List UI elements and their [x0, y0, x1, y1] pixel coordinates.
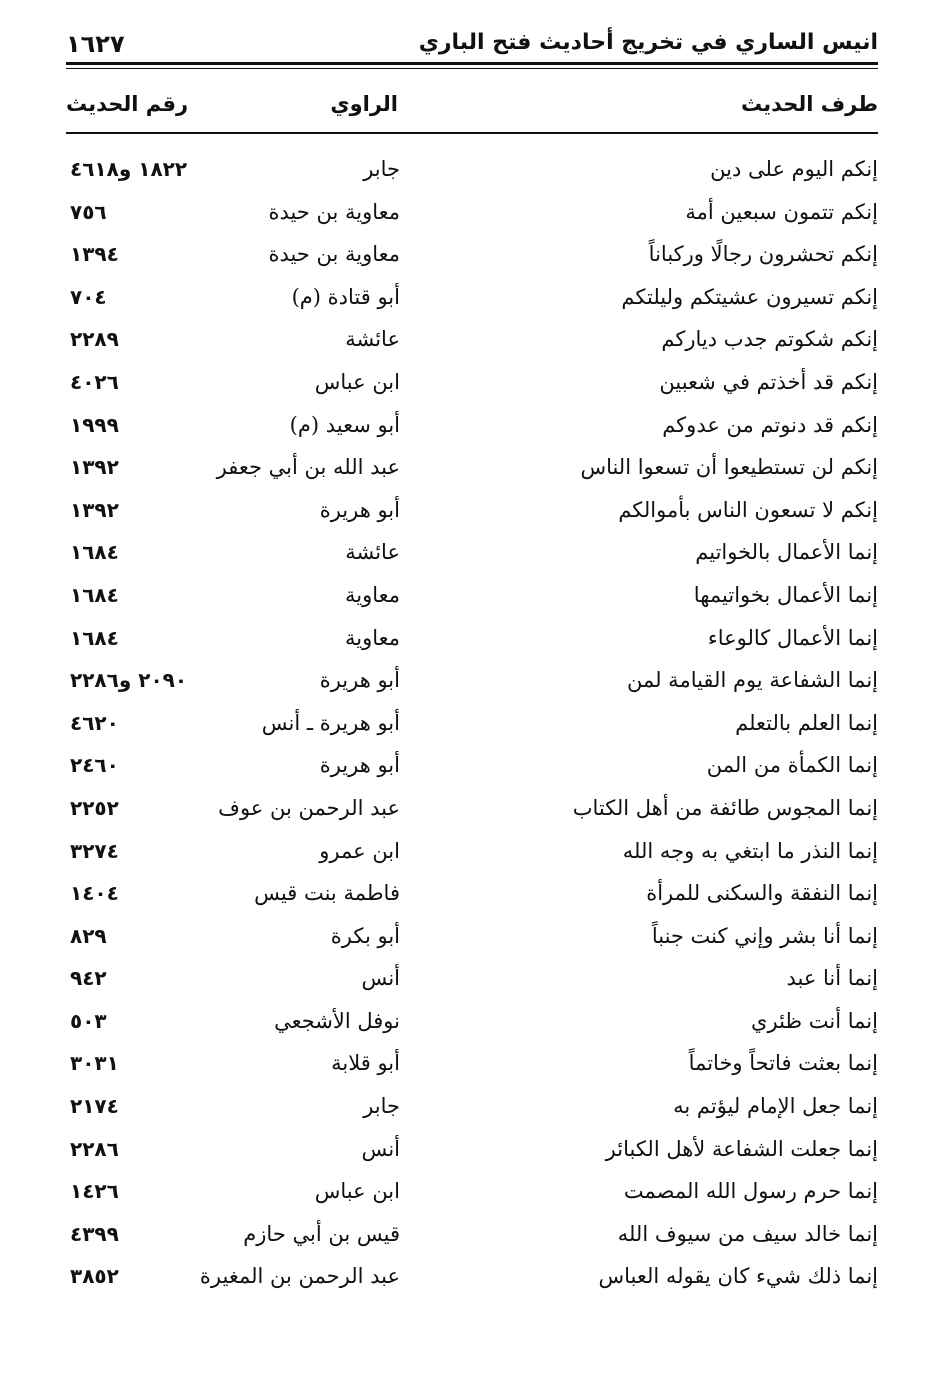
table-row: [66, 574, 878, 617]
hadith-incipit: إنما حرم رسول الله المصمت: [623, 1179, 878, 1204]
table-row: [66, 233, 878, 276]
narrator: أبو هريرة ـ أنس: [261, 710, 400, 735]
page-number: ١٦٢٧: [66, 30, 125, 58]
hadith-incipit: إنما الأعمال كالوعاء: [707, 625, 878, 650]
table-row: [66, 361, 878, 404]
table-row: [66, 830, 878, 873]
narrator: عبد الرحمن بن عوف: [218, 795, 400, 820]
table-row: [66, 744, 878, 787]
hadith-number: ٩٤٢: [70, 966, 107, 991]
hadith-number: ٤٦٢٠: [70, 710, 119, 735]
hadith-number: ١٨٢٢ و٤٦١٨: [70, 157, 188, 181]
narrator: أبو قلابة: [331, 1051, 400, 1076]
narrator: جابر: [363, 1094, 400, 1119]
header-rule-thin: [66, 68, 878, 69]
narrator: فاطمة بنت قيس: [254, 881, 400, 906]
table-row: [66, 957, 878, 1000]
column-header-hadith-number: رقم الحديث: [66, 92, 189, 116]
hadith-number: ٢٢٥٢: [70, 795, 119, 820]
hadith-incipit: إنكم لا تسعون الناس بأموالكم: [618, 497, 878, 522]
book-title: انيس الساري في تخريج أحاديث فتح الباري: [418, 30, 878, 55]
hadith-number: ٤٠٢٦: [70, 369, 119, 394]
narrator: عبد الرحمن بن المغيرة: [199, 1264, 400, 1289]
hadith-number: ٣٢٧٤: [70, 838, 119, 863]
hadith-incipit: إنما النفقة والسكنى للمرأة: [646, 881, 878, 906]
hadith-incipit: إنما أنا بشر وإني كنت جنباً: [651, 923, 878, 948]
hadith-number: ٢٠٩٠ و٢٢٨٦: [70, 668, 188, 693]
hadith-number: ٢٢٨٦: [70, 1136, 119, 1161]
narrator: أبو سعيد (م): [289, 412, 400, 437]
hadith-incipit: إنما الأعمال بخواتيمها: [693, 582, 878, 607]
column-header-hadith-incipit: طرف الحديث: [740, 92, 878, 116]
hadith-number: ٢١٧٤: [70, 1094, 119, 1119]
hadith-number: ١٤٢٦: [70, 1179, 119, 1204]
hadith-incipit: إنما الأعمال بالخواتيم: [695, 540, 878, 565]
narrator: أبو هريرة: [319, 668, 400, 693]
hadith-number: ١٦٨٤: [70, 540, 119, 565]
hadith-incipit: إنكم تحشرون رجالًا وركباناً: [648, 242, 878, 267]
column-headers: [66, 92, 878, 128]
table-row: [66, 1042, 878, 1085]
table-row: [66, 276, 878, 319]
hadith-incipit: إنما الكمأة من المن: [706, 753, 878, 778]
table-row: [66, 446, 878, 489]
narrator: معاوية: [344, 625, 400, 650]
hadith-incipit: إنكم تتمون سبعين أمة: [685, 199, 878, 224]
hadith-number: ٢٤٦٠: [70, 753, 119, 778]
hadith-incipit: إنما أنت ظئري: [751, 1008, 878, 1033]
hadith-incipit: إنكم قد دنوتم من عدوكم: [662, 412, 878, 437]
table-row: [66, 872, 878, 915]
hadith-incipit: إنما المجوس طائفة من أهل الكتاب: [572, 795, 878, 820]
hadith-number: ١٦٨٤: [70, 625, 119, 650]
narrator: أبو قتادة (م): [291, 284, 400, 309]
hadith-number: ٧٠٤: [70, 284, 107, 309]
hadith-number: ٤٣٩٩: [70, 1221, 119, 1246]
hadith-incipit: إنما العلم بالتعلم: [735, 710, 878, 735]
hadith-number: ٨٢٩: [70, 923, 107, 948]
hadith-incipit: إنكم لن تستطيعوا أن تسعوا الناس: [580, 455, 878, 480]
table-row: [66, 1255, 878, 1298]
hadith-number: ٧٥٦: [70, 199, 107, 224]
table-row: [66, 659, 878, 702]
table-row: [66, 787, 878, 830]
narrator: عائشة: [345, 327, 400, 352]
hadith-incipit: إنما ذلك شيء كان يقوله العباس: [598, 1264, 878, 1289]
narrator: أبو هريرة: [319, 497, 400, 522]
narrator: معاوية بن حيدة: [268, 242, 400, 267]
header-rule-thick: [66, 62, 878, 65]
hadith-incipit: إنما خالد سيف من سيوف الله: [617, 1221, 878, 1246]
hadith-number: ١٦٨٤: [70, 582, 119, 607]
table-row: [66, 489, 878, 532]
narrator: عبد الله بن أبي جعفر: [216, 455, 400, 480]
table-row: [66, 191, 878, 234]
hadith-number: ١٣٩٢: [70, 455, 119, 480]
narrator: أبو بكرة: [330, 923, 400, 948]
narrator: ابن عباس: [314, 369, 400, 394]
hadith-number: ٢٢٨٩: [70, 327, 119, 352]
hadith-incipit: إنما الشفاعة يوم القيامة لمن: [626, 668, 878, 693]
hadith-number: ١٣٩٢: [70, 497, 119, 522]
hadith-incipit: إنما بعثت فاتحاً وخاتماً: [688, 1051, 878, 1076]
table-row: [66, 1170, 878, 1213]
narrator: معاوية بن حيدة: [268, 199, 400, 224]
hadith-incipit: إنكم اليوم على دين: [710, 157, 878, 181]
hadith-incipit: إنما جعلت الشفاعة لأهل الكبائر: [605, 1136, 878, 1161]
hadith-incipit: إنما النذر ما ابتغي به وجه الله: [622, 838, 878, 863]
hadith-number: ١٤٠٤: [70, 881, 119, 906]
narrator: ابن عمرو: [319, 838, 400, 863]
narrator: ابن عباس: [314, 1179, 400, 1204]
hadith-number: ٣٠٣١: [70, 1051, 119, 1076]
table-row: [66, 148, 878, 191]
column-header-narrator: الراوي: [330, 92, 398, 116]
table-row: [66, 1085, 878, 1128]
hadith-incipit: إنما جعل الإمام ليؤتم به: [673, 1094, 878, 1119]
table-row: [66, 702, 878, 745]
narrator: أنس: [361, 1136, 400, 1161]
table-row: [66, 1000, 878, 1043]
table-row: [66, 1213, 878, 1256]
table-row: [66, 531, 878, 574]
hadith-incipit: إنما أنا عبد: [786, 966, 878, 991]
narrator: نوفل الأشجعي: [274, 1008, 400, 1033]
hadith-number: ١٣٩٤: [70, 242, 119, 267]
hadith-number: ٣٨٥٢: [70, 1264, 119, 1289]
hadith-number: ١٩٩٩: [70, 412, 119, 437]
narrator: عائشة: [345, 540, 400, 565]
index-table: [66, 148, 878, 1298]
narrator: جابر: [363, 157, 400, 181]
narrator: أبو هريرة: [319, 753, 400, 778]
narrator: معاوية: [344, 582, 400, 607]
narrator: أنس: [361, 966, 400, 991]
hadith-incipit: إنكم تسيرون عشيتكم وليلتكم: [621, 284, 878, 309]
running-head: [66, 26, 878, 66]
hadith-number: ٥٠٣: [70, 1008, 107, 1033]
narrator: قيس بن أبي حازم: [243, 1221, 400, 1246]
table-row: [66, 318, 878, 361]
table-row: [66, 404, 878, 447]
table-row: [66, 915, 878, 958]
table-row: [66, 1128, 878, 1171]
table-row: [66, 617, 878, 660]
hadith-incipit: إنكم شكوتم جدب دياركم: [661, 327, 878, 352]
hadith-incipit: إنكم قد أخذتم في شعبين: [659, 369, 878, 394]
column-header-rule: [66, 132, 878, 134]
